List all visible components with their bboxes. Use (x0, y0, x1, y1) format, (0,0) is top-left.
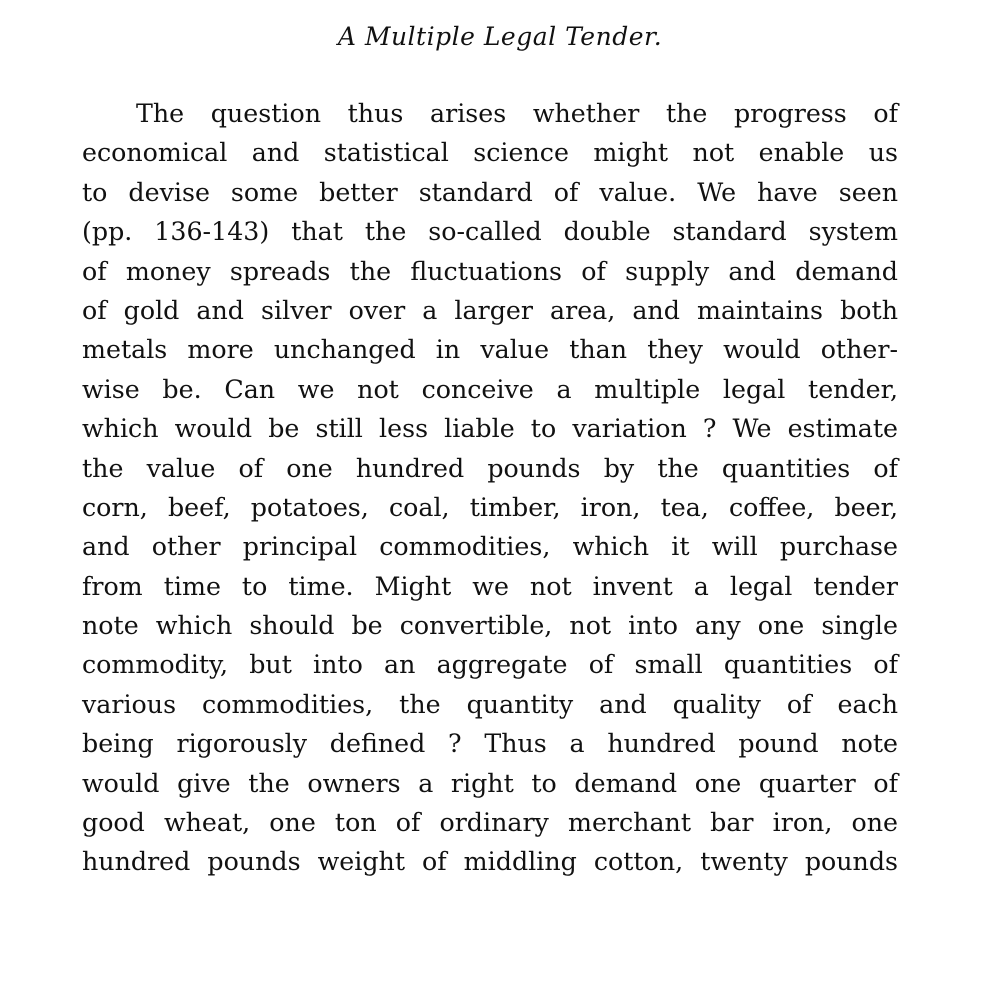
body-paragraph (82, 94, 898, 882)
text-line: which would be still less liable to variation ? We estimate (82, 414, 898, 444)
text-line: wise be. Can we not conceive a multiple legal tender, (82, 374, 898, 404)
text-line: various commodities, the quantity and quality of each (82, 689, 898, 719)
text-line: (pp. 136-143) that the so-called double standard system (82, 217, 898, 247)
text-line: the value of one hundred pounds by the quantities of (82, 453, 898, 483)
text-line: being rigorously defined ? Thus a hundred pound note (82, 729, 898, 759)
page-heading: A Multiple Legal Tender. (337, 22, 663, 51)
text-line: economical and statistical science might not enable us (82, 138, 898, 168)
text-line: corn, beef, potatoes, coal, timber, iron, tea, coffee, beer, (82, 492, 898, 522)
text-line: hundred pounds weight of middling cotton, twenty pounds (82, 847, 898, 877)
text-line: to devise some better standard of value. We have seen (82, 177, 898, 207)
text-line: commodity, but into an aggregate of small quantities of (82, 650, 898, 680)
text-line: of money spreads the fluctuations of supply and demand (82, 256, 898, 286)
text-line: good wheat, one ton of ordinary merchant bar iron, one (82, 808, 898, 838)
text-line: metals more unchanged in value than they would other- (82, 335, 898, 365)
text-line: from time to time. Might we not invent a legal tender (82, 571, 898, 601)
text-line: and other principal commodities, which it will purchase (82, 532, 898, 562)
text-line: would give the owners a right to demand one quarter of (82, 768, 898, 798)
text-line: of gold and silver over a larger area, and maintains both (82, 295, 898, 325)
text-line: The question thus arises whether the progress of (136, 99, 898, 128)
text-line: note which should be convertible, not into any one single (82, 611, 898, 641)
